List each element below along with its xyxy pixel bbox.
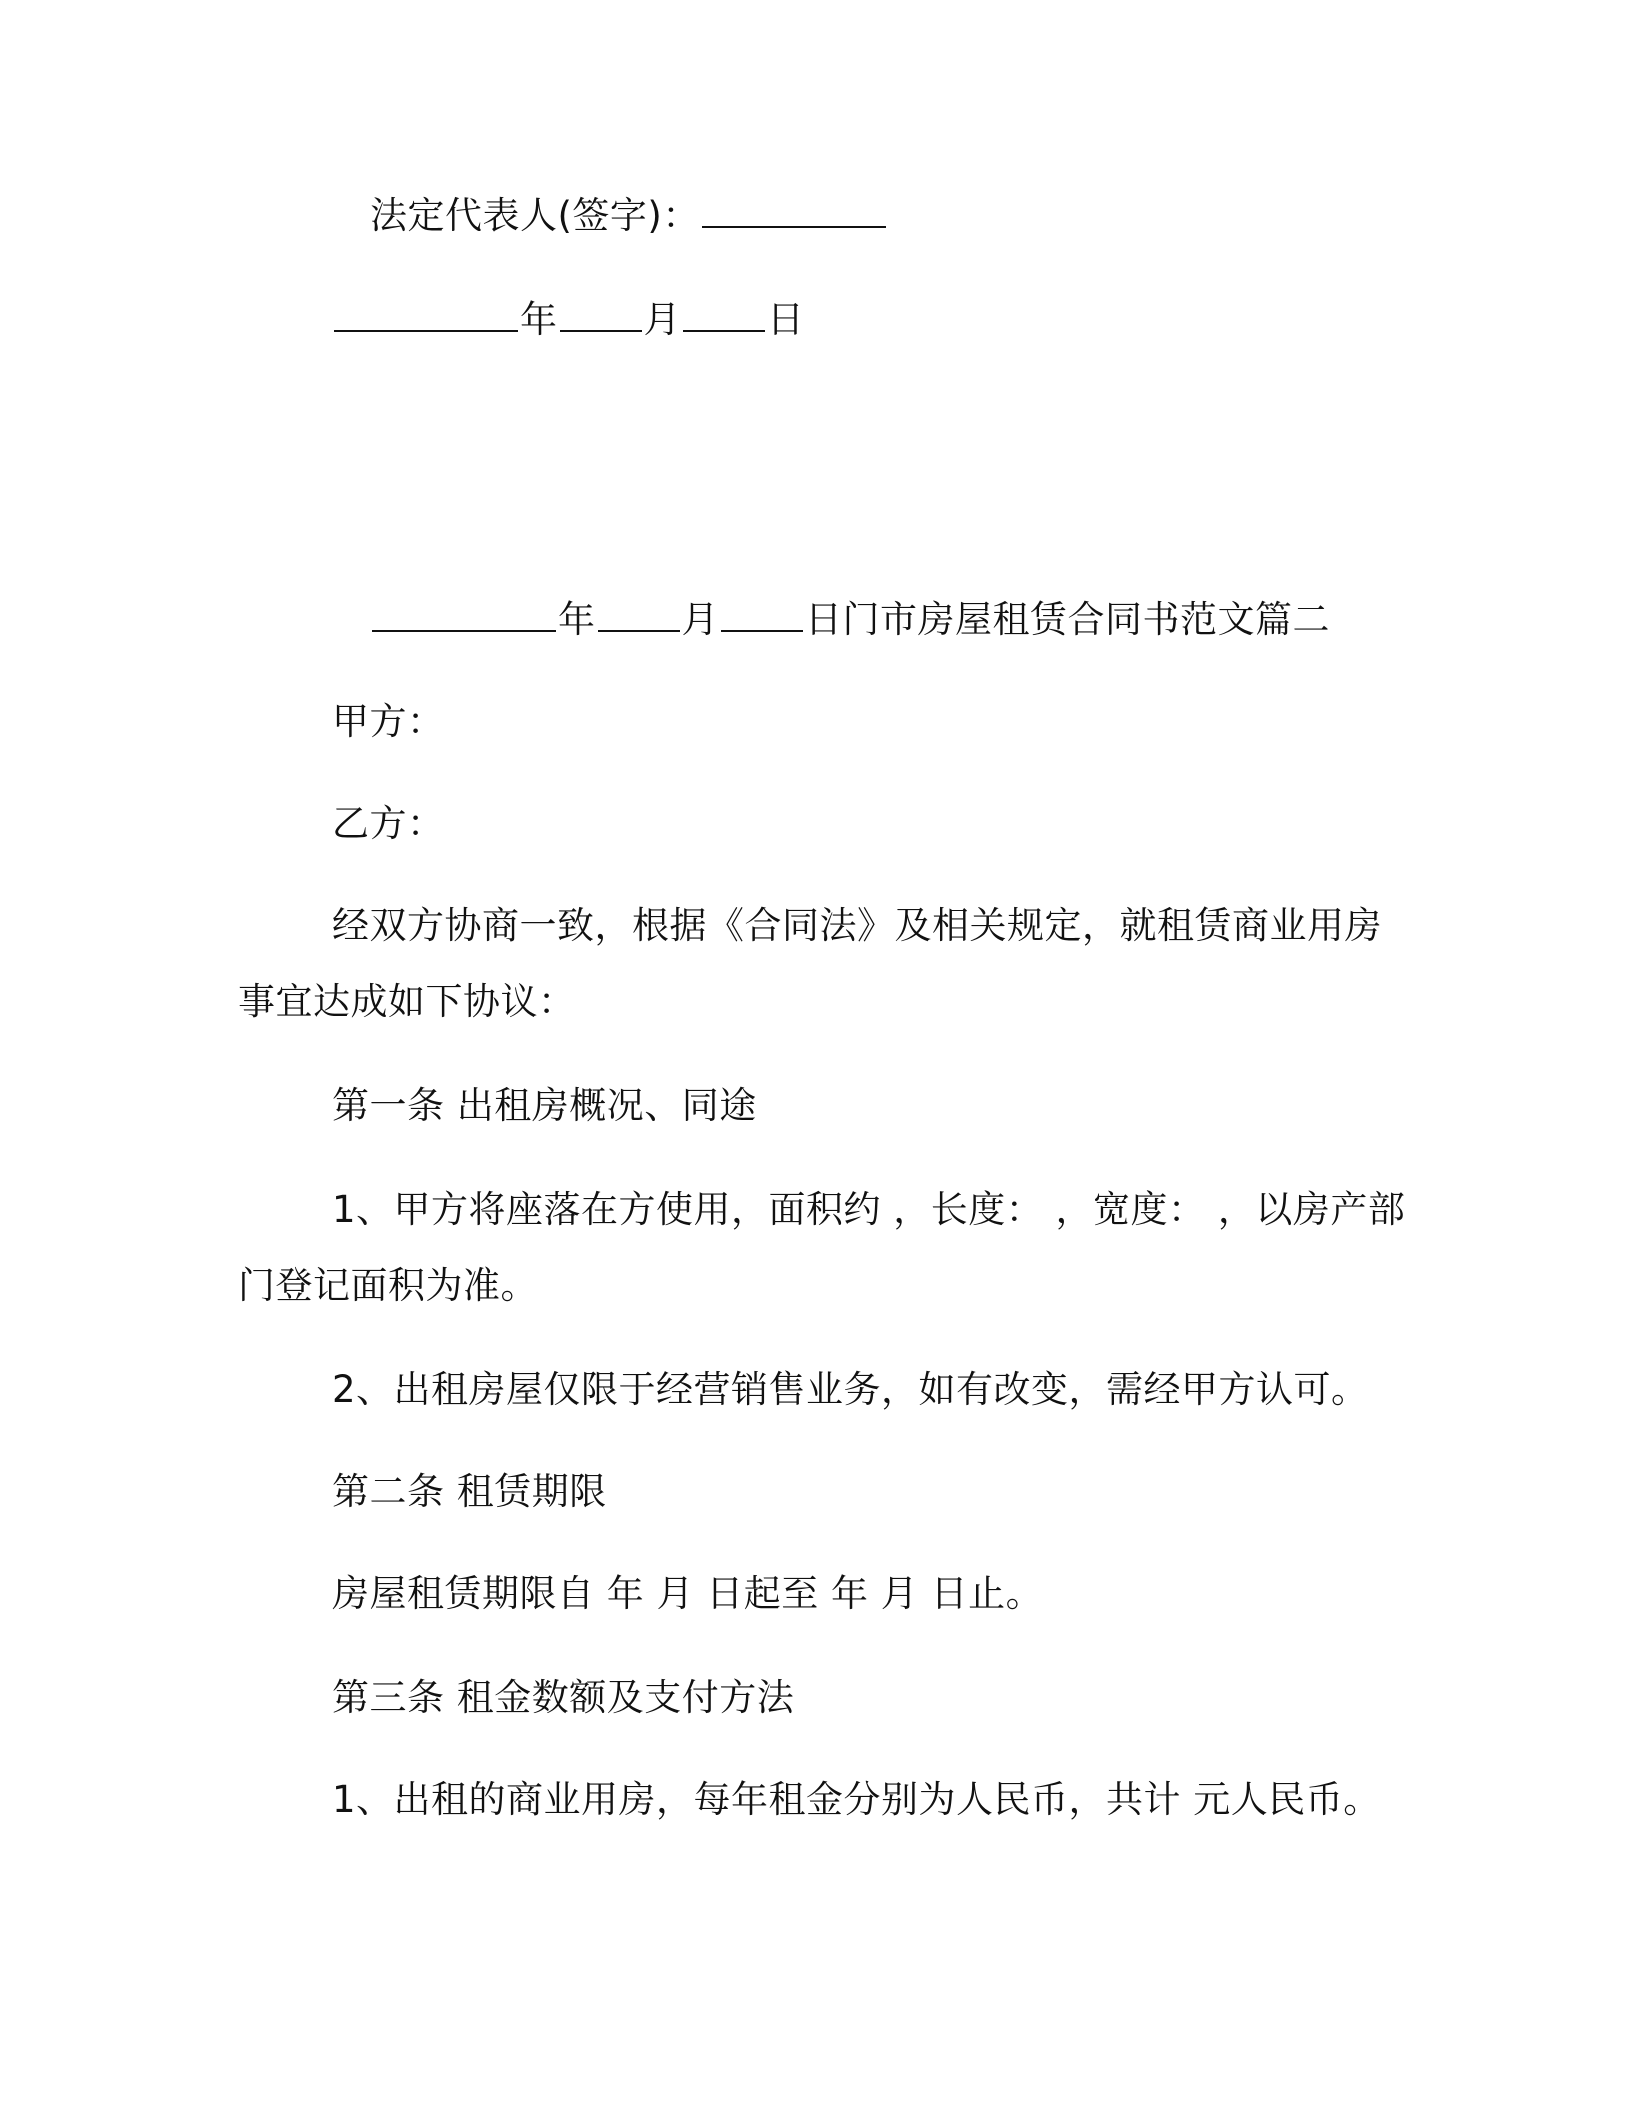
party-b: 乙方： [332, 802, 445, 845]
article1-item2: 2、出租房屋仅限于经营销售业务，如有改变，需经甲方认可。 [332, 1368, 1369, 1411]
signature-line [370, 192, 888, 240]
year-blank [334, 300, 518, 332]
title-text: 日门市房屋租赁合同书范文篇二 [805, 598, 1330, 641]
month-label: 月 [643, 298, 681, 341]
intro-line-1: 经双方协商一致，根据《合同法》及相关规定，就租赁商业用房 [332, 904, 1382, 947]
article1-item1-line1: 1、甲方将座落在方使用，面积约 ，长度： ，宽度： ，以房产部 [332, 1188, 1406, 1231]
day-label: 日 [767, 298, 805, 341]
title-month-blank [598, 600, 680, 632]
title-year-blank [372, 600, 556, 632]
article3-heading: 第三条 租金数额及支付方法 [332, 1676, 795, 1719]
signature-label: 法定代表人(签字)： [370, 194, 700, 237]
article1-heading: 第一条 出租房概况、同途 [332, 1084, 757, 1127]
title-day-blank [721, 600, 803, 632]
title-year-label: 年 [558, 598, 596, 641]
intro-line-2: 事宜达成如下协议： [238, 980, 576, 1023]
title-month-label: 月 [681, 598, 719, 641]
date-line [332, 296, 805, 344]
party-a: 甲方： [332, 700, 445, 743]
article2-heading: 第二条 租赁期限 [332, 1470, 607, 1513]
day-blank [683, 300, 765, 332]
year-label: 年 [520, 298, 558, 341]
article1-item1-line2: 门登记面积为准。 [238, 1264, 538, 1307]
article2-body: 房屋租赁期限自 年 月 日起至 年 月 日止。 [332, 1572, 1044, 1615]
document-title [370, 596, 1330, 644]
signature-blank [702, 196, 886, 228]
month-blank [560, 300, 642, 332]
article3-item1: 1、出租的商业用房，每年租金分别为人民币，共计 元人民币。 [332, 1778, 1381, 1821]
